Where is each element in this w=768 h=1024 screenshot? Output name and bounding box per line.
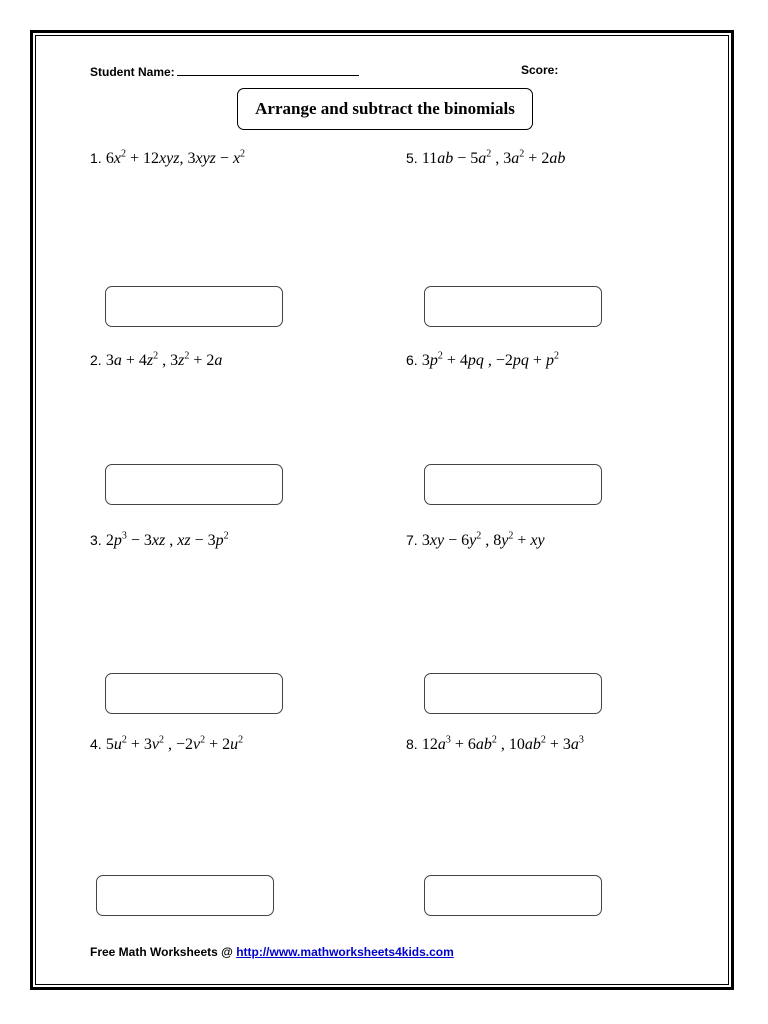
problem-expression: $3a + 4z^2$ , $3z^2 + 2a$ bbox=[105, 350, 223, 369]
score-label: Score: bbox=[521, 63, 559, 77]
problem-expression: $2p^3 - 3xz$ , xz − $3p^2$ bbox=[105, 530, 229, 549]
worksheet-title: Arrange and subtract the binomials bbox=[255, 99, 515, 118]
answer-box-2[interactable] bbox=[105, 464, 283, 505]
footer-prefix: Free Math Worksheets @ bbox=[90, 945, 237, 959]
student-name-line[interactable] bbox=[177, 63, 359, 76]
problem-number: 1. bbox=[90, 150, 102, 166]
footer-link[interactable]: http://www.mathworksheets4kids.com bbox=[236, 945, 454, 959]
answer-box-5[interactable] bbox=[424, 286, 602, 327]
problem-6 bbox=[406, 352, 559, 370]
problem-7 bbox=[406, 532, 545, 550]
problem-expression: $3xy - 6y^2$ , $8y^2$ + xy bbox=[421, 530, 545, 549]
problem-expression: $3p^2 + 4pq$ , $-2pq + p^2$ bbox=[421, 350, 559, 369]
problem-expression: $5u^2 + 3v^2$ , $-2v^2 + 2u^2$ bbox=[105, 734, 244, 753]
problem-number: 5. bbox=[406, 150, 418, 166]
footer bbox=[90, 945, 454, 959]
problem-2 bbox=[90, 352, 222, 370]
problem-expression: $11ab - 5a^2$ , $3a^2 + 2ab$ bbox=[421, 148, 566, 167]
problem-8 bbox=[406, 736, 584, 754]
problem-number: 6. bbox=[406, 352, 418, 368]
page-border-inner bbox=[35, 35, 729, 985]
problem-expression: $6x^2 + 12xyz$, $3xyz - x^2$ bbox=[105, 148, 246, 167]
answer-box-8[interactable] bbox=[424, 875, 602, 916]
answer-box-6[interactable] bbox=[424, 464, 602, 505]
problem-4 bbox=[90, 736, 243, 754]
answer-box-3[interactable] bbox=[105, 673, 283, 714]
worksheet-title-box bbox=[237, 88, 533, 130]
problem-number: 2. bbox=[90, 352, 102, 368]
problem-number: 4. bbox=[90, 736, 102, 752]
problem-expression: $12a^3 + 6ab^2$ , $10ab^2 + 3a^3$ bbox=[421, 734, 584, 753]
problem-3 bbox=[90, 532, 229, 550]
answer-box-1[interactable] bbox=[105, 286, 283, 327]
problem-number: 3. bbox=[90, 532, 102, 548]
problem-number: 7. bbox=[406, 532, 418, 548]
problem-1 bbox=[90, 150, 245, 168]
answer-box-4[interactable] bbox=[96, 875, 274, 916]
problem-number: 8. bbox=[406, 736, 418, 752]
problem-5 bbox=[406, 150, 565, 168]
student-name-field bbox=[90, 63, 359, 79]
student-name-label: Student Name: bbox=[90, 65, 175, 79]
answer-box-7[interactable] bbox=[424, 673, 602, 714]
